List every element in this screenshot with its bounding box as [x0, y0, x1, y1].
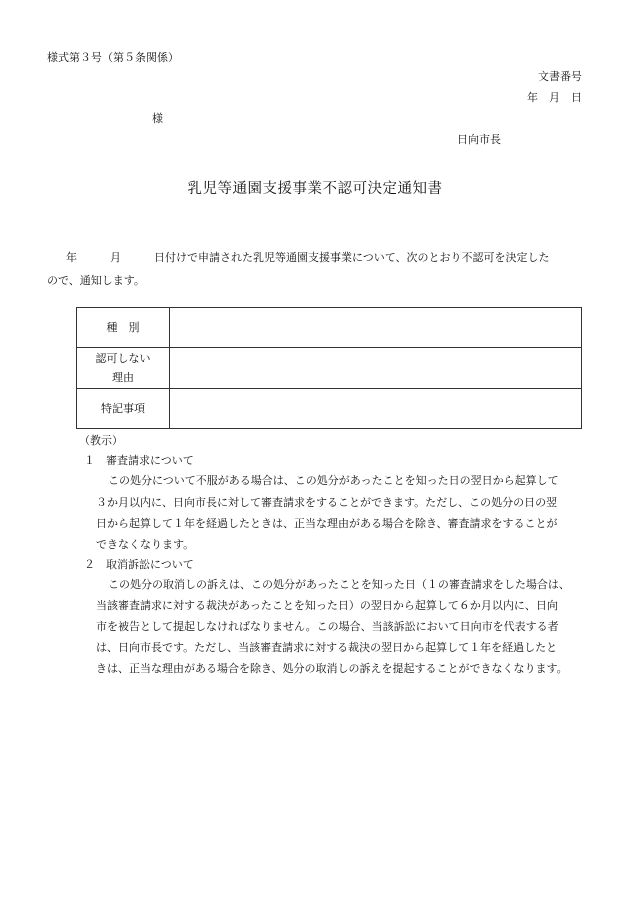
issuer: 日向市長: [457, 133, 501, 146]
doc-number: 文書番号: [538, 70, 582, 83]
section1-line: できなくなります。: [96, 538, 195, 551]
section2-line: 当該審査請求に対する裁決があったことを知った日）の翌日から起算して６か月以内に、日向: [96, 599, 558, 612]
section1-line: この処分について不服がある場合は、この処分があったことを知った日の翌日から起算して: [108, 474, 559, 487]
section2-line: 市を被告として提起しなければなりません。この場合、当該訴訟において日向市を代表する者: [96, 620, 559, 633]
notice-heading: （教示）: [79, 434, 123, 447]
intro-line-1: 年 月 日付けで申請された乳児等通園支援事業について、次のとおり不認可を決定した: [66, 251, 550, 264]
reason-value: [170, 348, 582, 389]
table-row-reason: [77, 348, 582, 389]
table-row-type: [77, 308, 582, 348]
intro-line-2: ので、通知します。: [47, 274, 145, 287]
decision-table: [76, 307, 582, 429]
reason-label-line-1: 認可しない: [95, 352, 151, 365]
type-label: 種 別: [77, 308, 170, 348]
section1-title: １ 審査請求について: [84, 454, 194, 467]
section2-line: きは、正当な理由がある場合を除き、処分の取消しの訴えを提起することができなくなります。: [96, 662, 568, 675]
date: 年 月 日: [527, 91, 582, 104]
section2-title: ２ 取消訴訟について: [84, 558, 194, 571]
section1-line: 日から起算して１年を経過したときは、正当な理由がある場合を除き、審査請求をすることが: [96, 517, 558, 530]
type-value: [170, 308, 582, 348]
section2-line: は、日向市長です。ただし、当該審査請求に対する裁決の翌日から起算して１年を経過したと: [96, 641, 558, 654]
remarks-value: [170, 389, 582, 429]
remarks-label: 特記事項: [77, 389, 170, 429]
section1-line: ３か月以内に、日向市長に対して審査請求をすることができます。ただし、この処分の日の翌: [96, 496, 558, 509]
section2-line: この処分の取消しの訴えは、この処分があったことを知った日（１の審査請求をした場合は、: [108, 578, 570, 591]
table-row-remarks: [77, 389, 582, 429]
reason-label: [77, 348, 170, 389]
addressee-suffix: 様: [152, 112, 163, 125]
document-title: 乳児等通園支援事業不認可決定通知書: [187, 181, 443, 197]
reason-label-line-2: 理由: [112, 371, 134, 384]
form-number: 様式第３号（第５条関係）: [47, 51, 179, 64]
